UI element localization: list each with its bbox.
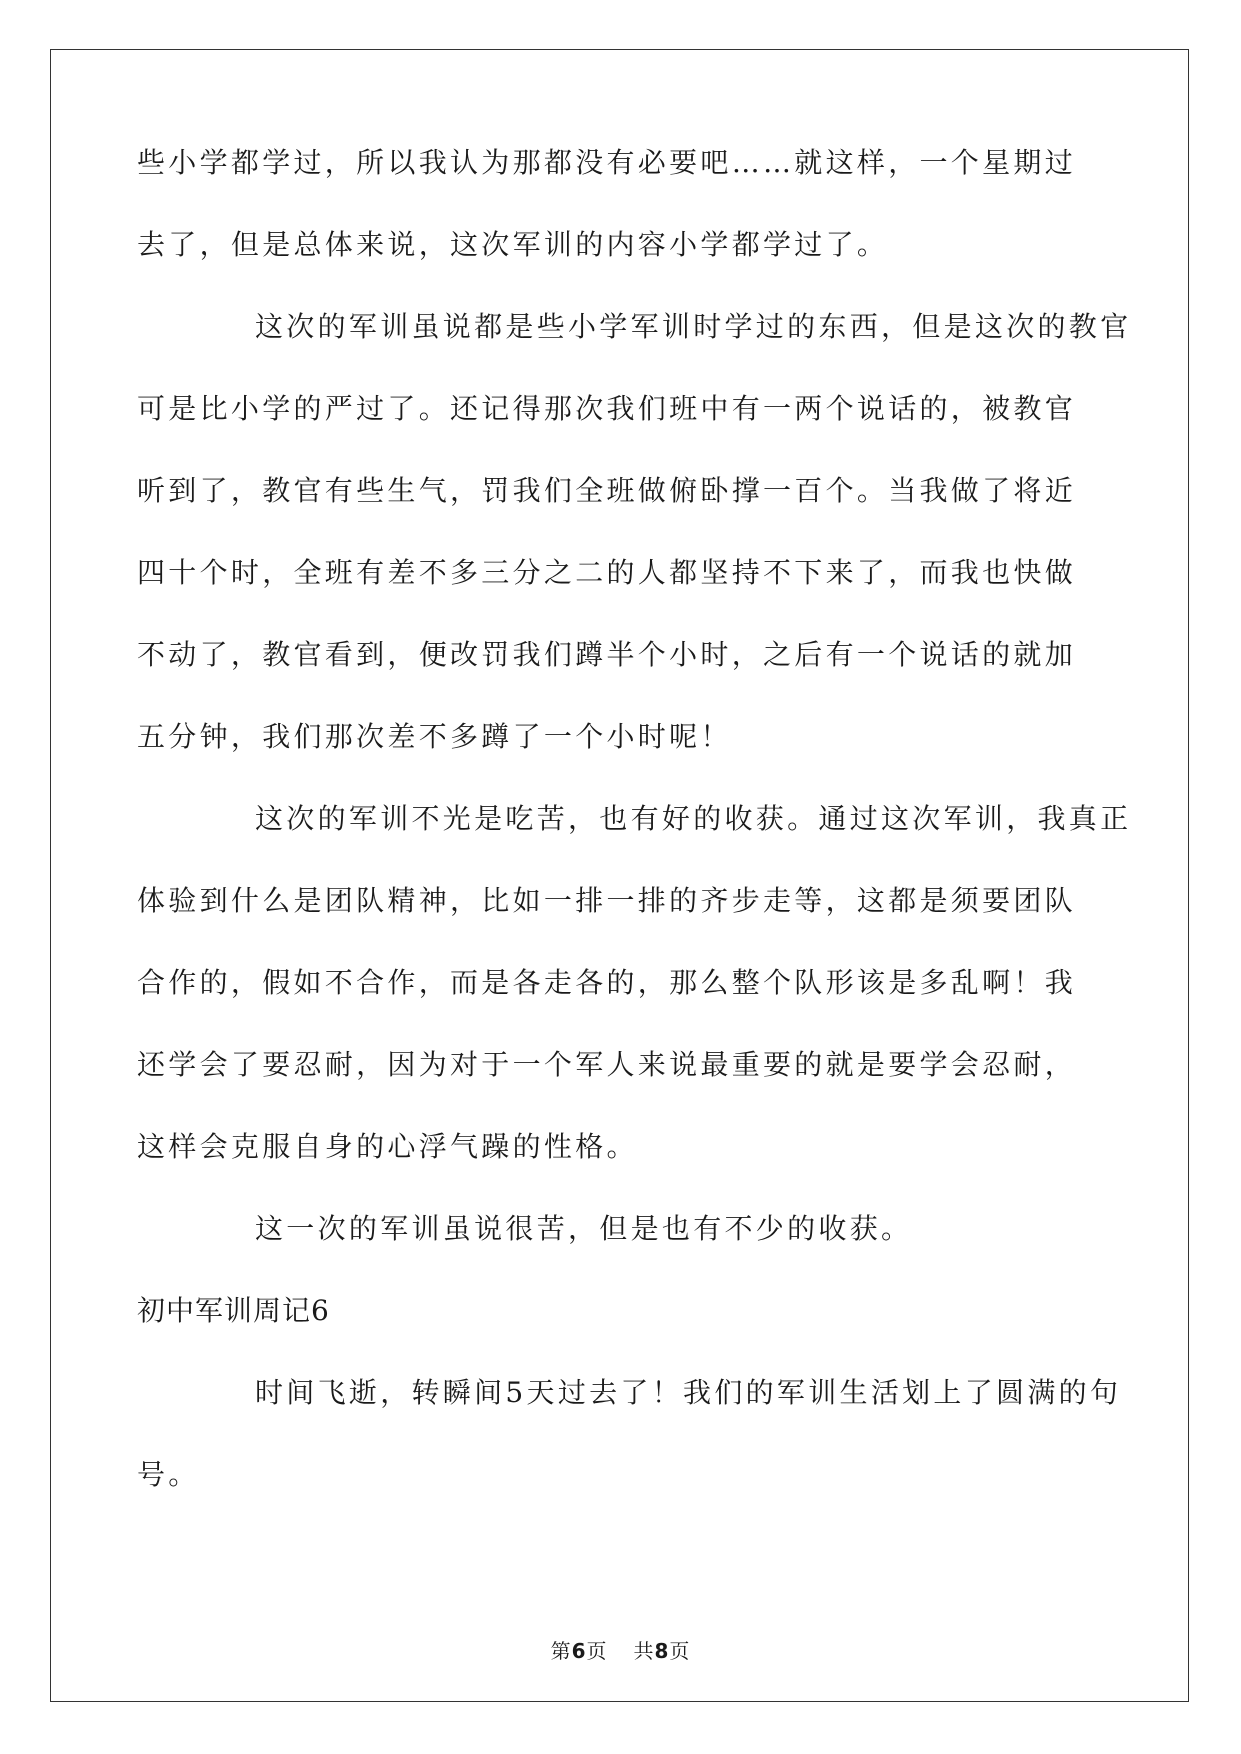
current-page-number: 6 (571, 1639, 587, 1663)
footer-total-prefix: 共 (633, 1639, 655, 1663)
page-footer (0, 1635, 1241, 1664)
text-line: 号。 (137, 1458, 200, 1491)
text-line: 这一次的军训虽说很苦，但是也有不少的收获。 (255, 1212, 913, 1245)
text-line: 听到了，教官有些生气，罚我们全班做俯卧撑一百个。当我做了将近 (137, 474, 1077, 507)
footer-total-suffix: 页 (669, 1639, 691, 1663)
footer-prefix: 第 (550, 1639, 572, 1663)
text-line: 还学会了要忍耐，因为对于一个军人来说最重要的就是要学会忍耐， (137, 1048, 1077, 1081)
text-line: 合作的，假如不合作，而是各走各的，那么整个队形该是多乱啊！我 (137, 966, 1077, 999)
text-line: 四十个时，全班有差不多三分之二的人都坚持不下来了，而我也快做 (137, 556, 1077, 589)
text-line: 这样会克服自身的心浮气躁的性格。 (137, 1130, 638, 1163)
text-line: 些小学都学过，所以我认为那都没有必要吧……就这样，一个星期过 (137, 146, 1077, 179)
text-line: 不动了，教官看到，便改罚我们蹲半个小时，之后有一个说话的就加 (137, 638, 1077, 671)
total-pages-number: 8 (654, 1639, 670, 1663)
text-line: 体验到什么是团队精神，比如一排一排的齐步走等，这都是须要团队 (137, 884, 1077, 917)
text-line: 这次的军训虽说都是些小学军训时学过的东西，但是这次的教官 (255, 310, 1132, 343)
page-border (50, 49, 1189, 1702)
text-line: 去了，但是总体来说，这次军训的内容小学都学过了。 (137, 228, 889, 261)
footer-page-label: 页 (586, 1639, 608, 1663)
section-heading: 初中军训周记6 (137, 1294, 330, 1327)
text-line: 时间飞逝，转瞬间5天过去了！我们的军训生活划上了圆满的句 (255, 1376, 1122, 1409)
text-line: 这次的军训不光是吃苦，也有好的收获。通过这次军训，我真正 (255, 802, 1132, 835)
text-line: 五分钟，我们那次差不多蹲了一个小时呢！ (137, 720, 732, 753)
text-line: 可是比小学的严过了。还记得那次我们班中有一两个说话的，被教官 (137, 392, 1077, 425)
